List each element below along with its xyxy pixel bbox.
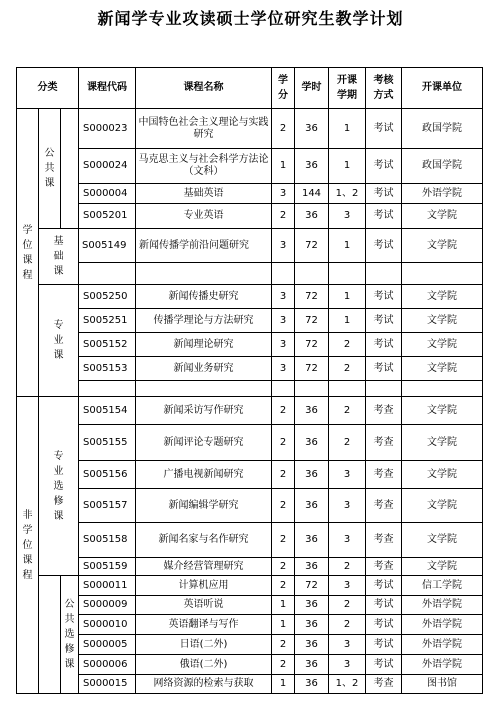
course-code: S005159 <box>79 558 136 576</box>
course-hours: 72 <box>295 357 329 381</box>
course-code: S000005 <box>79 635 136 655</box>
course-unit: 外语学院 <box>402 635 483 655</box>
header-exam: 考核方式 <box>366 68 402 109</box>
course-hours: 36 <box>295 523 329 558</box>
course-name: 新闻业务研究 <box>136 357 272 381</box>
table-row <box>17 461 483 489</box>
header-semester: 开课学期 <box>329 68 366 109</box>
course-exam: 考查 <box>366 461 402 489</box>
course-exam: 考查 <box>366 489 402 523</box>
course-credit: 2 <box>272 461 295 489</box>
course-code: S000024 <box>79 149 136 184</box>
course-name: 网络资源的检索与获取 <box>136 675 272 694</box>
table-row <box>17 333 483 357</box>
course-unit: 文学院 <box>402 204 483 229</box>
course-exam: 考试 <box>366 576 402 596</box>
header-code: 课程代码 <box>79 68 136 109</box>
course-credit: 2 <box>272 635 295 655</box>
course-credit: 2 <box>272 576 295 596</box>
course-hours: 72 <box>295 576 329 596</box>
course-code: S005156 <box>79 461 136 489</box>
course-exam: 考试 <box>366 357 402 381</box>
course-credit: 3 <box>272 229 295 263</box>
course-hours: 36 <box>295 635 329 655</box>
table-row <box>17 635 483 655</box>
course-unit: 政国学院 <box>402 149 483 184</box>
course-unit: 文学院 <box>402 425 483 461</box>
course-semester: 1 <box>329 229 366 263</box>
course-exam: 考试 <box>366 184 402 204</box>
table-row <box>17 576 483 596</box>
course-code: S000023 <box>79 109 136 149</box>
course-unit: 外语学院 <box>402 655 483 675</box>
group-degree: 学位课程 <box>17 109 39 397</box>
course-credit: 3 <box>272 333 295 357</box>
header-credit: 学分 <box>272 68 295 109</box>
course-code: S000006 <box>79 655 136 675</box>
table-row <box>17 615 483 635</box>
course-name: 新闻传播史研究 <box>136 285 272 309</box>
course-unit: 外语学院 <box>402 184 483 204</box>
header-row <box>17 68 483 109</box>
course-unit: 文学院 <box>402 309 483 333</box>
course-hours: 36 <box>295 489 329 523</box>
course-exam: 考查 <box>366 675 402 694</box>
table-row <box>17 109 483 149</box>
course-name: 新闻理论研究 <box>136 333 272 357</box>
course-name: 新闻名家与名作研究 <box>136 523 272 558</box>
table-row <box>17 523 483 558</box>
course-hours: 36 <box>295 109 329 149</box>
course-code: S000010 <box>79 615 136 635</box>
course-unit: 文学院 <box>402 285 483 309</box>
course-credit: 3 <box>272 285 295 309</box>
course-semester: 2 <box>329 397 366 425</box>
course-credit: 1 <box>272 675 295 694</box>
course-exam: 考试 <box>366 615 402 635</box>
course-exam: 考查 <box>366 558 402 576</box>
header-hours: 学时 <box>295 68 329 109</box>
course-name: 新闻评论专题研究 <box>136 425 272 461</box>
course-semester: 2 <box>329 558 366 576</box>
course-hours: 36 <box>295 425 329 461</box>
table-row-empty <box>17 381 483 397</box>
course-hours: 72 <box>295 309 329 333</box>
course-semester: 3 <box>329 461 366 489</box>
curriculum-table <box>16 67 483 694</box>
course-semester: 2 <box>329 596 366 615</box>
group-nondegree: 非学位课程 <box>17 397 39 694</box>
header-category: 分类 <box>17 68 79 109</box>
course-unit: 文学院 <box>402 558 483 576</box>
group-major: 专业课 <box>39 285 79 397</box>
course-credit: 1 <box>272 149 295 184</box>
course-unit: 政国学院 <box>402 109 483 149</box>
course-credit: 2 <box>272 558 295 576</box>
course-hours: 36 <box>295 204 329 229</box>
course-exam: 考试 <box>366 204 402 229</box>
course-code: S005153 <box>79 357 136 381</box>
course-code: S000015 <box>79 675 136 694</box>
course-hours: 36 <box>295 655 329 675</box>
course-semester: 3 <box>329 523 366 558</box>
course-code: S000004 <box>79 184 136 204</box>
course-exam: 考试 <box>366 635 402 655</box>
course-code: S005157 <box>79 489 136 523</box>
course-name: 传播学理论与方法研究 <box>136 309 272 333</box>
course-credit: 2 <box>272 204 295 229</box>
course-semester: 2 <box>329 425 366 461</box>
course-semester: 3 <box>329 204 366 229</box>
course-semester: 1 <box>329 309 366 333</box>
course-hours: 36 <box>295 615 329 635</box>
course-semester: 1 <box>329 285 366 309</box>
course-credit: 3 <box>272 357 295 381</box>
course-semester: 1、2 <box>329 675 366 694</box>
course-code: S005152 <box>79 333 136 357</box>
course-semester: 2 <box>329 357 366 381</box>
course-code: S005158 <box>79 523 136 558</box>
course-code: S000009 <box>79 596 136 615</box>
course-hours: 72 <box>295 333 329 357</box>
course-name: 英语翻译与写作 <box>136 615 272 635</box>
course-unit: 文学院 <box>402 357 483 381</box>
table-row <box>17 184 483 204</box>
table-row <box>17 285 483 309</box>
course-name: 基础英语 <box>136 184 272 204</box>
group-public: 公共课 <box>39 109 61 229</box>
course-credit: 2 <box>272 425 295 461</box>
course-exam: 考试 <box>366 655 402 675</box>
course-semester: 3 <box>329 489 366 523</box>
course-credit: 1 <box>272 596 295 615</box>
course-hours: 72 <box>295 285 329 309</box>
course-semester: 2 <box>329 333 366 357</box>
course-hours: 144 <box>295 184 329 204</box>
course-hours: 36 <box>295 596 329 615</box>
course-unit: 文学院 <box>402 461 483 489</box>
course-code: S000011 <box>79 576 136 596</box>
course-exam: 考查 <box>366 425 402 461</box>
group-basic: 基础课 <box>39 229 79 285</box>
header-unit: 开课单位 <box>402 68 483 109</box>
course-name: 日语(二外) <box>136 635 272 655</box>
course-semester: 3 <box>329 655 366 675</box>
course-name: 俄语(二外) <box>136 655 272 675</box>
course-unit: 文学院 <box>402 523 483 558</box>
course-credit: 3 <box>272 309 295 333</box>
course-credit: 2 <box>272 489 295 523</box>
course-name: 中国特色社会主义理论与实践研究 <box>136 109 272 149</box>
course-unit: 信工学院 <box>402 576 483 596</box>
table-row <box>17 675 483 694</box>
table-row <box>17 596 483 615</box>
course-semester: 3 <box>329 635 366 655</box>
course-code: S005250 <box>79 285 136 309</box>
group-major-elective: 专业选修课 <box>39 397 79 576</box>
course-unit: 图书馆 <box>402 675 483 694</box>
table-row <box>17 558 483 576</box>
course-name: 媒介经营管理研究 <box>136 558 272 576</box>
course-hours: 36 <box>295 397 329 425</box>
course-credit: 2 <box>272 397 295 425</box>
group-public-elective: 公共选修课 <box>61 576 79 694</box>
table-row <box>17 204 483 229</box>
course-name: 计算机应用 <box>136 576 272 596</box>
course-hours: 36 <box>295 461 329 489</box>
course-exam: 考试 <box>366 333 402 357</box>
course-unit: 文学院 <box>402 397 483 425</box>
course-unit: 文学院 <box>402 333 483 357</box>
table-row <box>17 149 483 184</box>
course-name: 新闻传播学前沿问题研究 <box>136 229 272 263</box>
course-name: 英语听说 <box>136 596 272 615</box>
course-hours: 72 <box>295 229 329 263</box>
course-credit: 1 <box>272 615 295 635</box>
course-unit: 文学院 <box>402 489 483 523</box>
group-public-empty <box>61 109 79 229</box>
table-row <box>17 397 483 425</box>
course-name: 专业英语 <box>136 204 272 229</box>
course-credit: 2 <box>272 523 295 558</box>
course-code: S005154 <box>79 397 136 425</box>
course-exam: 考试 <box>366 109 402 149</box>
course-code: S005149 <box>79 229 136 263</box>
table-row <box>17 357 483 381</box>
course-name: 新闻编辑学研究 <box>136 489 272 523</box>
course-semester: 1 <box>329 109 366 149</box>
table-row <box>17 489 483 523</box>
table-row <box>17 229 483 263</box>
page-title: 新闻学专业攻读硕士学位研究生教学计划 <box>97 9 404 28</box>
course-semester: 1、2 <box>329 184 366 204</box>
course-unit: 文学院 <box>402 229 483 263</box>
course-hours: 36 <box>295 675 329 694</box>
course-code: S005201 <box>79 204 136 229</box>
course-exam: 考查 <box>366 397 402 425</box>
course-hours: 36 <box>295 149 329 184</box>
table-row <box>17 425 483 461</box>
table-row <box>17 309 483 333</box>
course-unit: 外语学院 <box>402 596 483 615</box>
course-exam: 考试 <box>366 285 402 309</box>
course-exam: 考试 <box>366 309 402 333</box>
table-row <box>17 655 483 675</box>
course-exam: 考试 <box>366 229 402 263</box>
course-exam: 考试 <box>366 149 402 184</box>
course-name: 广播电视新闻研究 <box>136 461 272 489</box>
course-unit: 外语学院 <box>402 615 483 635</box>
group-public-elective-empty <box>39 576 61 694</box>
course-semester: 2 <box>329 615 366 635</box>
table-row-empty <box>17 263 483 285</box>
course-exam: 考查 <box>366 523 402 558</box>
course-name: 新闻采访写作研究 <box>136 397 272 425</box>
course-exam: 考试 <box>366 596 402 615</box>
course-credit: 2 <box>272 655 295 675</box>
header-name: 课程名称 <box>136 68 272 109</box>
course-hours: 36 <box>295 558 329 576</box>
course-code: S005251 <box>79 309 136 333</box>
course-credit: 2 <box>272 109 295 149</box>
course-semester: 3 <box>329 576 366 596</box>
course-name: 马克思主义与社会科学方法论（文科） <box>136 149 272 184</box>
course-credit: 3 <box>272 184 295 204</box>
course-code: S005155 <box>79 425 136 461</box>
course-semester: 1 <box>329 149 366 184</box>
